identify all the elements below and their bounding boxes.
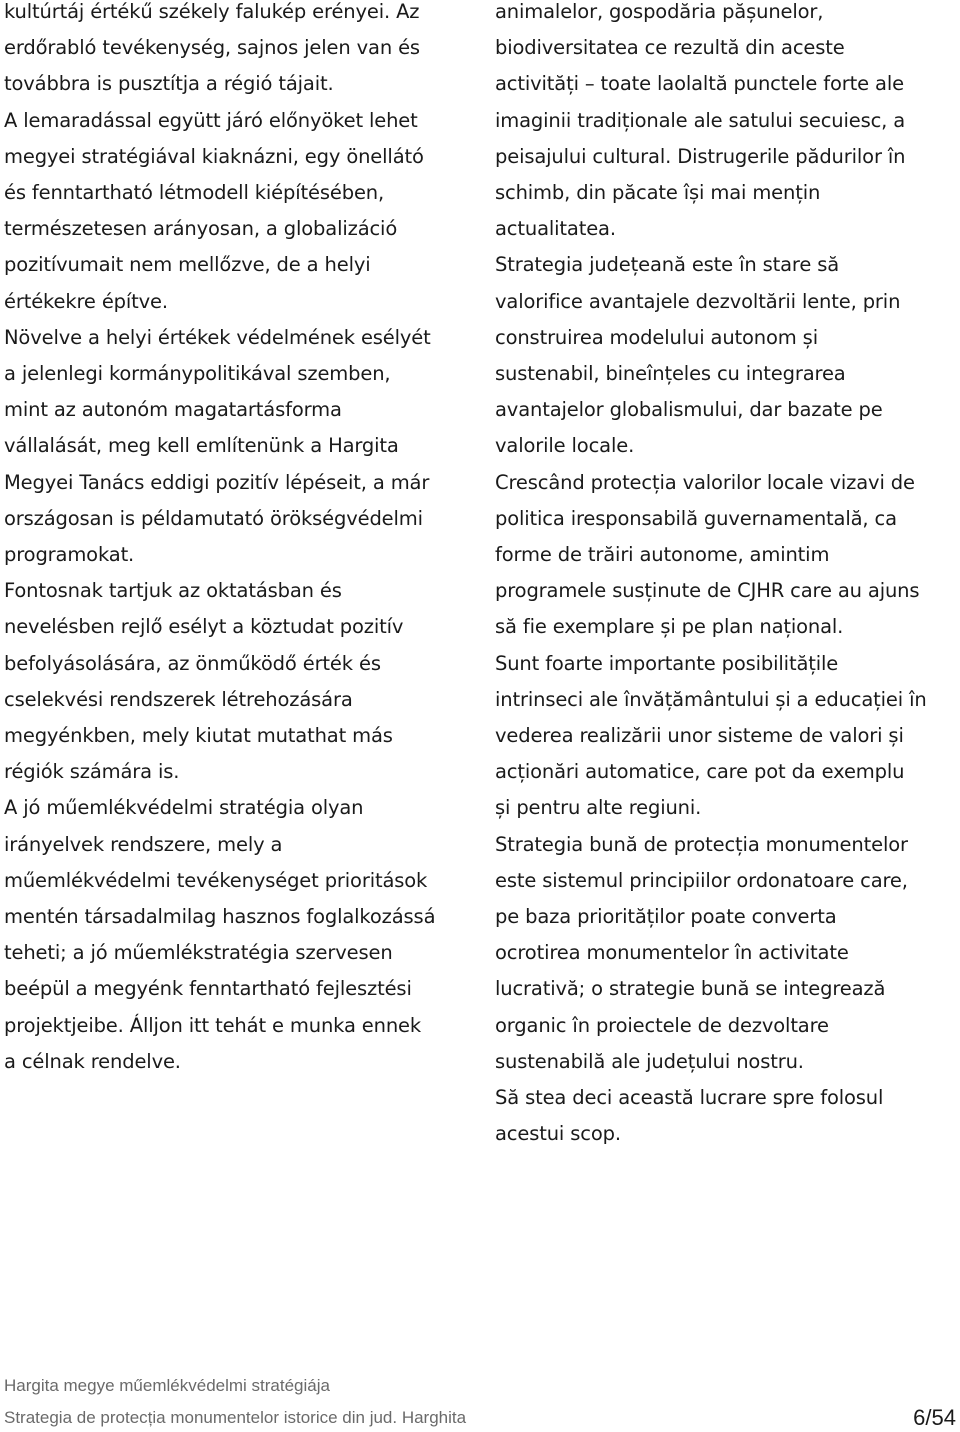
romanian-text-line: Strategia județeană este în stare să — [495, 253, 840, 277]
footer-title-romanian: Strategia de protecția monumentelor istorice din jud. Harghita — [4, 1408, 467, 1427]
romanian-text-line: este sistemul principiilor ordonatoare care, — [495, 868, 908, 892]
hungarian-text-line: programokat. — [4, 543, 135, 567]
romanian-text-line: peisajului cultural. Distrugerile pădurilor în — [495, 144, 906, 168]
romanian-text-line: organic în proiectele de dezvoltare — [495, 1013, 829, 1037]
hungarian-text-line: régiók számára is. — [4, 760, 180, 784]
romanian-text-line: lucrativă; o strategie bună se integrează — [495, 977, 886, 1001]
romanian-text-line: sustenabil, bineînțeles cu integrarea — [495, 362, 846, 386]
romanian-text-line: biodiversitatea ce rezultă din aceste — [495, 36, 845, 60]
hungarian-text-line: projektjeibe. Álljon itt tehát e munka ennek — [4, 1013, 422, 1037]
romanian-text-line: ocrotirea monumentelor în activitate — [495, 941, 849, 965]
hungarian-text-line: beépül a megyénk fenntartható fejlesztési — [4, 977, 412, 1001]
hungarian-text-line: nevelésben rejlő esélyt a köztudat pozitív — [4, 615, 404, 639]
right-column-romanian — [495, 0, 957, 1153]
hungarian-text-line: Fontosnak tartjuk az oktatásban és — [4, 579, 342, 603]
romanian-text-line: Crescând protecția valorilor locale vizavi de — [495, 470, 915, 494]
hungarian-text-line: megyei stratégiával kiaknázni, egy önellátó — [4, 144, 424, 168]
romanian-text-line: și pentru alte regiuni. — [495, 796, 702, 820]
romanian-text-line: activități – toate laolaltă punctele forte ale — [495, 72, 904, 96]
hungarian-text-line: vállalását, meg kell említenünk a Hargita — [4, 434, 399, 458]
romanian-text-line: sustenabilă ale județului nostru. — [495, 1049, 804, 1073]
hungarian-text-line: irányelvek rendszere, mely a — [4, 832, 283, 856]
page-number: 6/54 — [913, 1405, 956, 1430]
hungarian-text-line: mint az autonóm magatartásforma — [4, 398, 342, 422]
romanian-text-line: să fie exemplare și pe plan național. — [495, 615, 844, 639]
romanian-text-line: Sunt foarte importante posibilitățile — [495, 651, 839, 675]
romanian-text-line: intrinseci ale învățământului și a educației în — [495, 687, 927, 711]
hungarian-text-line: A jó műemlékvédelmi stratégia olyan — [4, 796, 364, 820]
romanian-text-line: pe baza priorităților poate converta — [495, 905, 837, 929]
romanian-text-line: actualitatea. — [495, 217, 616, 241]
hungarian-text-line: műemlékvédelmi tevékenységet prioritások — [4, 868, 428, 892]
hungarian-text-line: továbbra is pusztítja a régió tájait. — [4, 72, 334, 96]
footer-title-hungarian: Hargita megye műemlékvédelmi stratégiája — [4, 1376, 330, 1395]
hungarian-text-line: Megyei Tanács eddigi pozitív lépéseit, a már — [4, 470, 430, 494]
hungarian-text-line: pozitívumait nem mellőzve, de a helyi — [4, 253, 371, 277]
romanian-text-line: vederea realizării unor sisteme de valori și — [495, 724, 904, 748]
romanian-text-line: programele susținute de CJHR care au ajuns — [495, 579, 920, 603]
romanian-text-line: schimb, din păcate își mai mențin — [495, 181, 821, 205]
hungarian-text-line: Növelve a helyi értékek védelmének esélyét — [4, 325, 431, 349]
hungarian-text-line: és fenntartható létmodell kiépítésében, — [4, 181, 385, 205]
hungarian-text-line: A lemaradással együtt járó előnyöket lehet — [4, 108, 418, 132]
romanian-text-line: construirea modelului autonom și — [495, 325, 818, 349]
hungarian-text-line: természetesen arányosan, a globalizáció — [4, 217, 398, 241]
hungarian-text-line: befolyásolására, az önműködő érték és — [4, 651, 381, 675]
romanian-text-line: acestui scop. — [495, 1122, 621, 1146]
hungarian-text-line: mentén társadalmilag hasznos foglalkozássá — [4, 905, 436, 929]
romanian-text-line: valorile locale. — [495, 434, 635, 458]
hungarian-text-line: megyénkben, mely kiutat mutathat más — [4, 724, 393, 748]
romanian-text-line: animalelor, gospodăria pășunelor, — [495, 0, 824, 23]
hungarian-text-line: cselekvési rendszerek létrehozására — [4, 687, 353, 711]
romanian-text-line: forme de trăiri autonome, amintim — [495, 543, 830, 567]
hungarian-text-line: kultúrtáj értékű székely falukép erényei. Az — [4, 0, 420, 23]
left-column-hungarian — [4, 0, 466, 1080]
hungarian-text-line: értékekre építve. — [4, 289, 168, 313]
romanian-text-line: Să stea deci această lucrare spre folosul — [495, 1086, 884, 1110]
romanian-text-line: imaginii tradiționale ale satului secuiesc, a — [495, 108, 906, 132]
hungarian-text-line: erdőrabló tevékenység, sajnos jelen van és — [4, 36, 420, 60]
hungarian-text-line: a célnak rendelve. — [4, 1049, 181, 1073]
hungarian-text-line: a jelenlegi kormánypolitikával szemben, — [4, 362, 391, 386]
romanian-text-line: avantajelor globalismului, dar bazate pe — [495, 398, 883, 422]
romanian-text-line: valorifice avantajele dezvoltării lente, prin — [495, 289, 901, 313]
hungarian-text-line: teheti; a jó műemlékstratégia szervesen — [4, 941, 393, 965]
romanian-text-line: politica iresponsabilă guvernamentală, ca — [495, 506, 897, 530]
romanian-text-line: acționări automatice, care pot da exemplu — [495, 760, 905, 784]
hungarian-text-line: országosan is példamutató örökségvédelmi — [4, 506, 423, 530]
romanian-text-line: Strategia bună de protecția monumentelor — [495, 832, 908, 856]
